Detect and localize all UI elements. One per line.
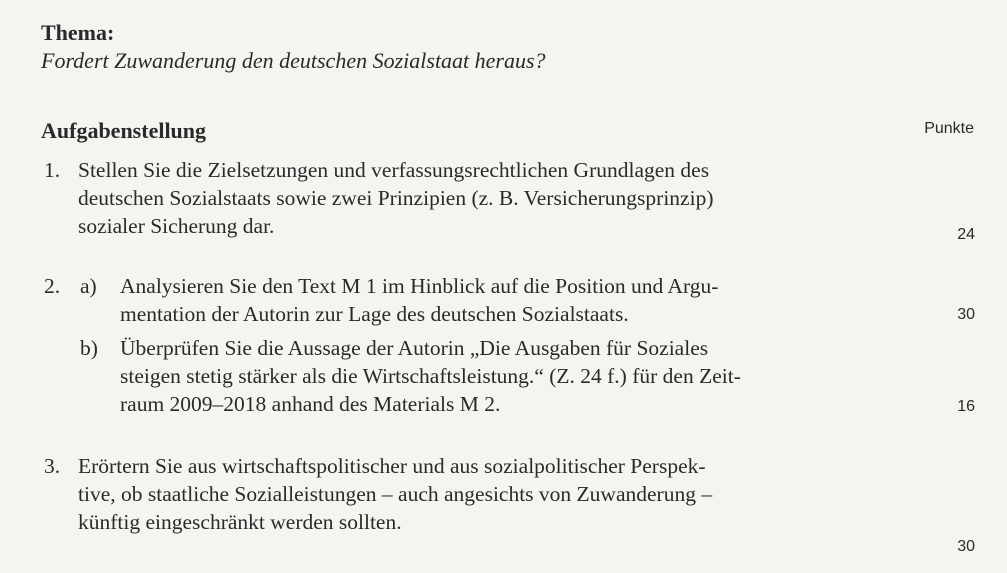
subtask-letter: a) — [80, 274, 97, 298]
task-line: deutschen Sozialstaats sowie zwei Prinzipien (z. B. Versicherungsprinzip) — [78, 186, 714, 210]
subtask-points: 30 — [957, 306, 975, 323]
task-line: sozialer Sicherung dar. — [78, 214, 275, 238]
task-points: 30 — [957, 538, 975, 555]
thema-label: Thema: — [41, 20, 115, 45]
task-text — [78, 156, 918, 240]
task-text — [78, 452, 918, 536]
task-line: steigen stetig stärker als die Wirtschaftsleistung.“ (Z. 24 f.) für den Zeit- — [120, 364, 741, 388]
task-number: 1. — [44, 158, 61, 182]
subtask-letter: b) — [80, 336, 98, 360]
subtask-text — [120, 334, 920, 418]
task-line: mentation der Autorin zur Lage des deutschen Sozialstaats. — [120, 302, 629, 326]
task-line: Analysieren Sie den Text M 1 im Hinblick auf die Position und Argu- — [120, 274, 719, 298]
task-line: künftig eingeschränkt werden sollten. — [78, 510, 402, 534]
task-number: 2. — [44, 274, 61, 298]
points-column-header: Punkte — [924, 120, 974, 137]
task-line: Überprüfen Sie die Aussage der Autorin „Die Ausgaben für Soziales — [120, 336, 709, 360]
thema-title: Fordert Zuwanderung den deutschen Sozialstaat heraus? — [41, 48, 546, 73]
task-points: 24 — [957, 226, 975, 243]
task-line: Erörtern Sie aus wirtschaftspolitischer und aus sozialpolitischer Perspek- — [78, 454, 706, 478]
task-line: tive, ob staatliche Sozialleistungen – auch angesichts von Zuwanderung – — [78, 482, 713, 506]
subtask-points: 16 — [957, 398, 975, 415]
task-line: Stellen Sie die Zielsetzungen und verfassungsrechtlichen Grundlagen des — [78, 158, 710, 182]
task-line: raum 2009–2018 anhand des Materials M 2. — [120, 392, 501, 416]
section-heading: Aufgabenstellung — [41, 118, 207, 143]
subtask-text — [120, 272, 920, 328]
task-number: 3. — [44, 454, 61, 478]
